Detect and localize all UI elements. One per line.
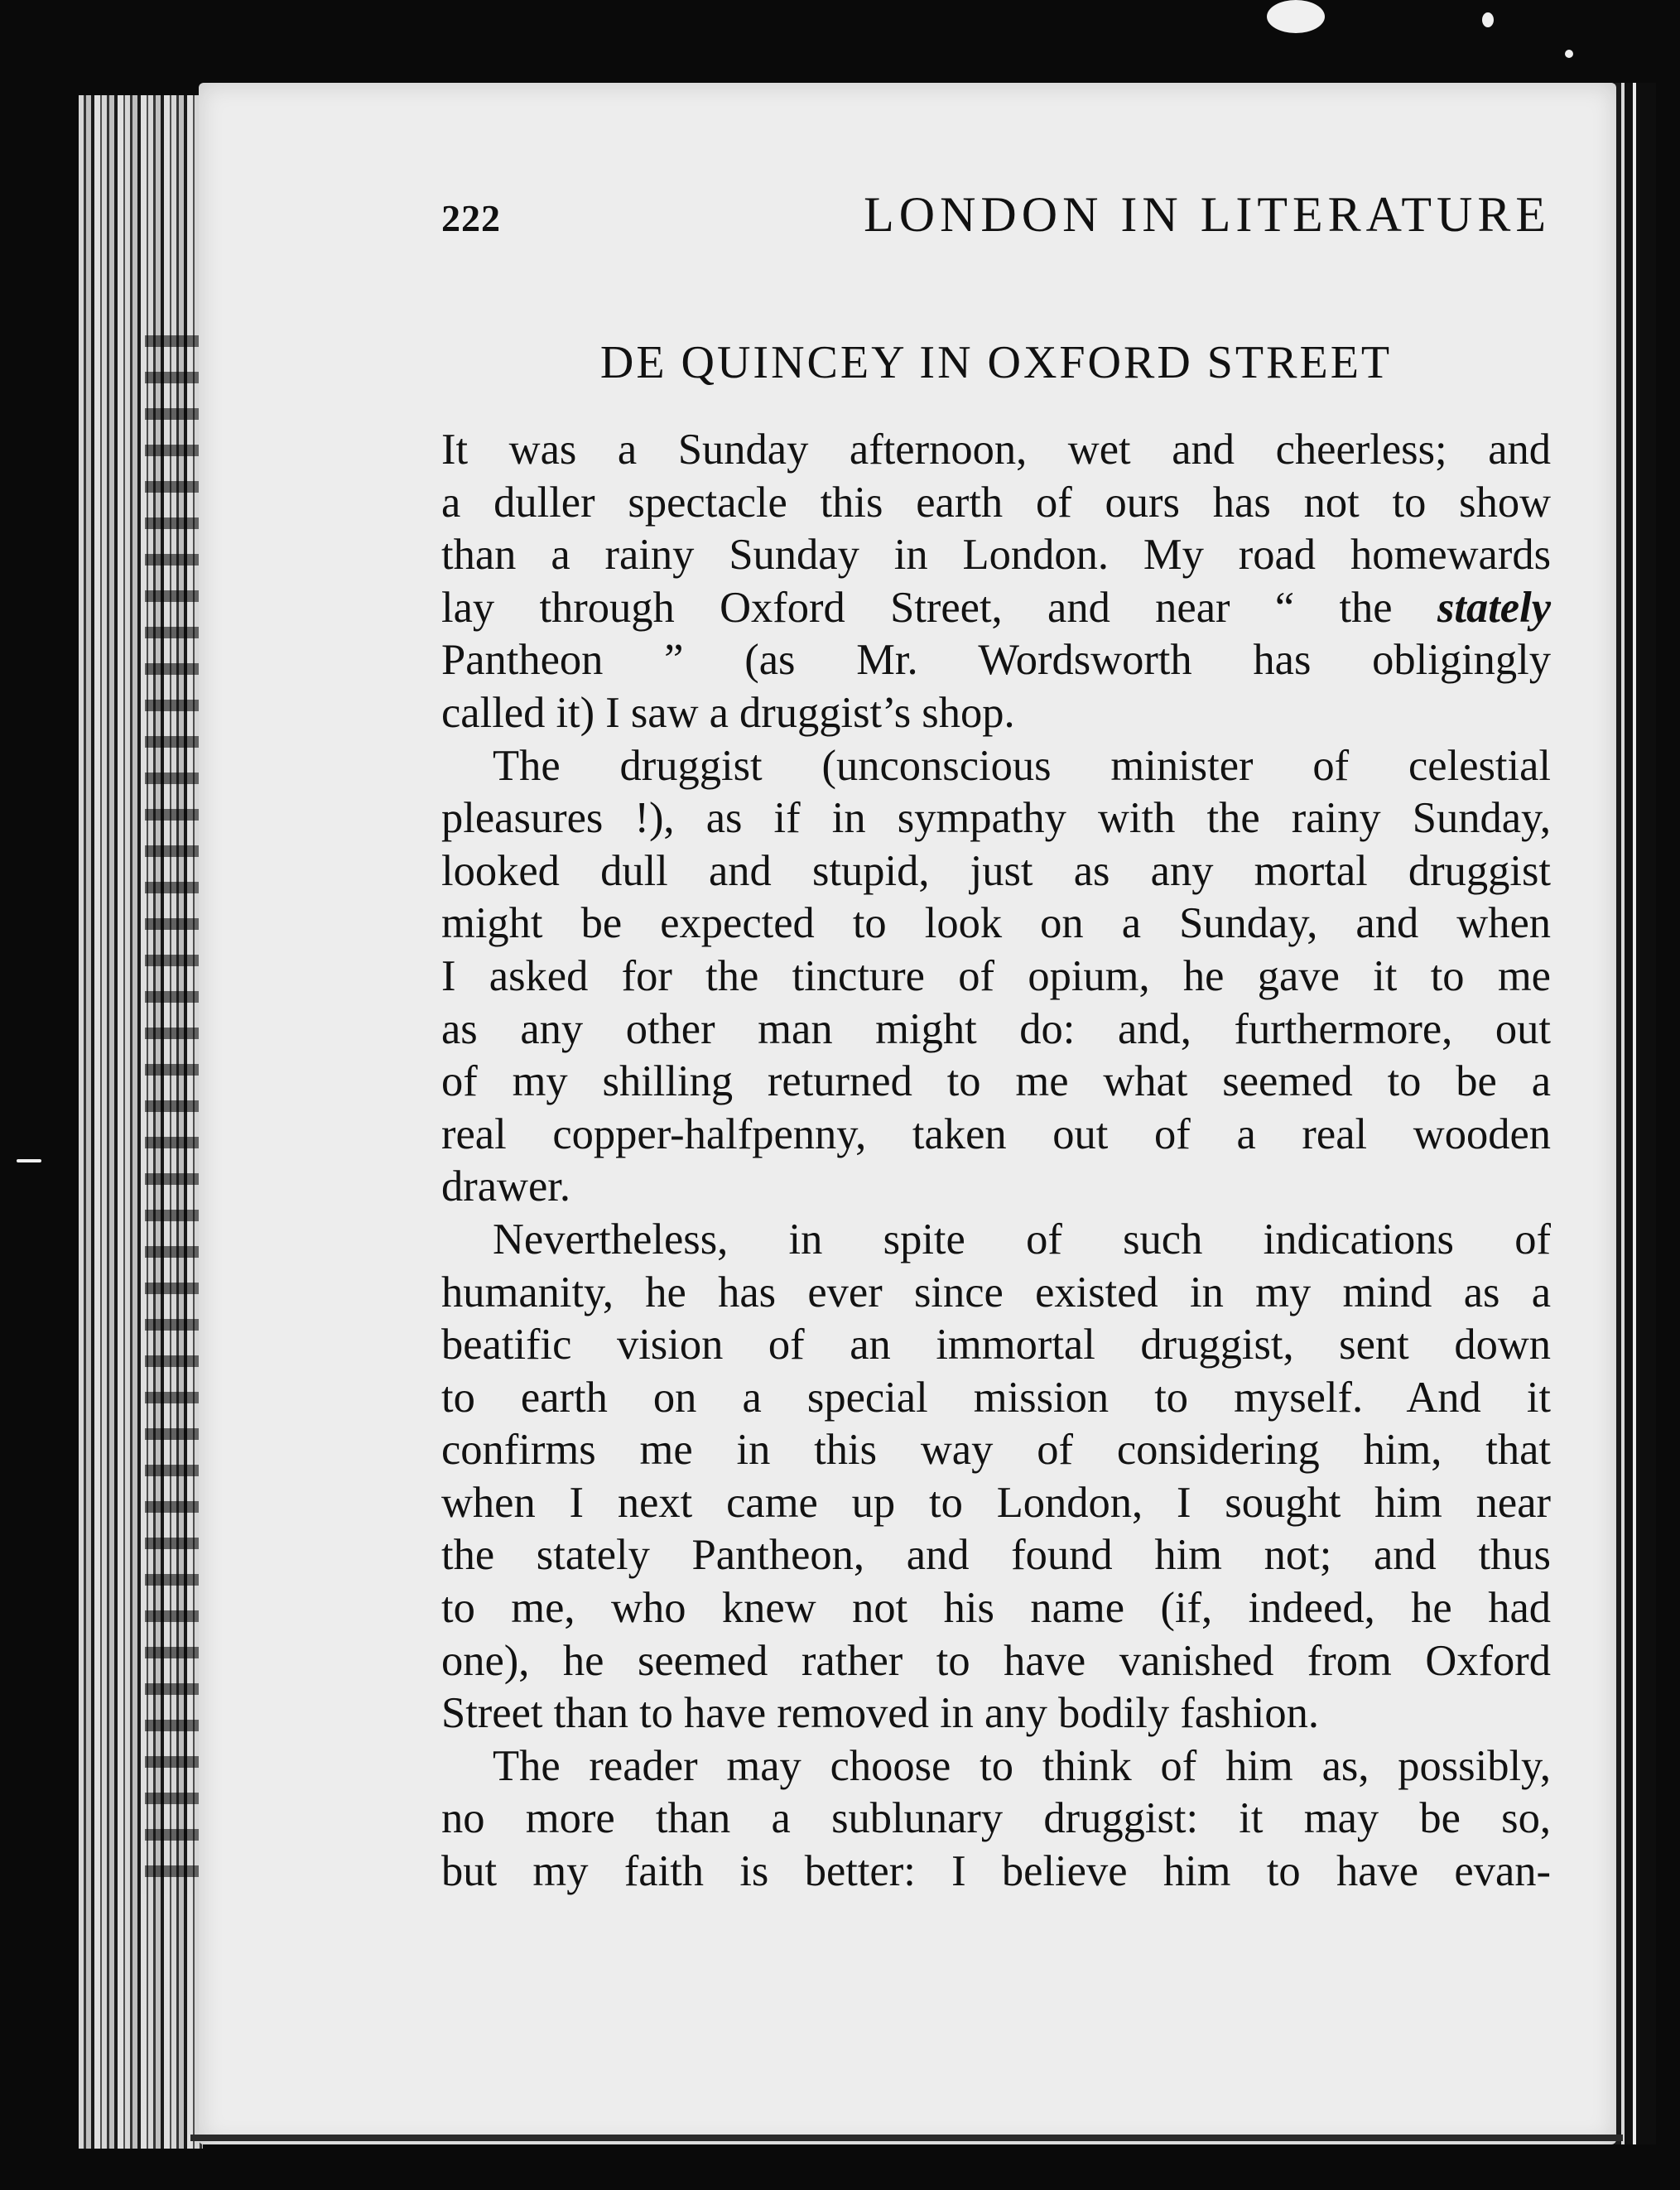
text-line: lay through Oxford Street, and near “ the stately (441, 583, 1551, 632)
page-bottom-edge (190, 2135, 1623, 2141)
text-line: of my shilling returned to me what seemed to be a (441, 1057, 1551, 1106)
text-line: a duller spectacle this earth of ours has not to show (441, 478, 1551, 527)
scan-speck (1267, 0, 1325, 33)
text-line: looked dull and stupid, just as any mortal druggist (441, 846, 1551, 895)
text-line: than a rainy Sunday in London. My road homewards (441, 531, 1551, 580)
text-line: humanity, he has ever since existed in my mind as a (441, 1268, 1551, 1316)
text-line: It was a Sunday afternoon, wet and cheerless; and (441, 426, 1551, 474)
paragraph (441, 1214, 1551, 1740)
scan-speck (1565, 50, 1573, 58)
text-line: beatific vision of an immortal druggist, sent down (441, 1321, 1551, 1369)
emphasis: stately (1437, 583, 1551, 632)
text-line: drawer. (441, 1162, 570, 1211)
text-line: pleasures !), as if in sympathy with the rainy Sunday, (441, 794, 1551, 843)
running-head (441, 186, 1551, 244)
scan-speck (17, 1159, 41, 1162)
page-number: 222 (441, 197, 501, 239)
scan-speck (1482, 12, 1494, 27)
text-line: when I next came up to London, I sought him near (441, 1478, 1551, 1527)
paragraph (441, 1740, 1551, 1899)
text-line: The reader may choose to think of him as, possibly, (493, 1741, 1551, 1790)
text-line: one), he seemed rather to have vanished from Oxford (441, 1636, 1551, 1685)
body-text (441, 424, 1551, 1899)
chapter-title: DE QUINCEY IN OXFORD STREET (599, 337, 1393, 388)
stacked-page-edges-left (79, 95, 203, 2149)
text-line: I asked for the tincture of opium, he gave it to me (441, 951, 1551, 1000)
running-title: LONDON IN LITERATURE (864, 187, 1551, 242)
text-line: Nevertheless, in spite of such indications of (493, 1215, 1551, 1263)
stacked-page-edges-right (1615, 83, 1656, 2144)
text-line: Pantheon ” (as Mr. Wordsworth has obligingly (441, 636, 1551, 685)
text-line: The druggist (unconscious minister of celestial (493, 741, 1551, 790)
text-line: the stately Pantheon, and found him not; and thus (441, 1531, 1551, 1580)
text-line: might be expected to look on a Sunday, and when (441, 899, 1551, 948)
text-line: no more than a sublunary druggist: it may be so, (441, 1794, 1551, 1843)
text-line: Street than to have removed in any bodily fashion. (441, 1689, 1319, 1738)
paragraph (441, 424, 1551, 740)
text-line: called it) I saw a druggist’s shop. (441, 688, 1015, 737)
text-line: to me, who knew not his name (if, indeed, he had (441, 1584, 1551, 1633)
text-line: confirms me in this way of considering him, that (441, 1426, 1551, 1475)
text-line: to earth on a special mission to myself. And it (441, 1373, 1551, 1422)
text-line: real copper-halfpenny, taken out of a real wooden (441, 1109, 1551, 1158)
paragraph (441, 740, 1551, 1214)
text-line: but my faith is better: I believe him to have evan- (441, 1847, 1551, 1896)
text-line: as any other man might do: and, furthermore, out (441, 1004, 1551, 1053)
